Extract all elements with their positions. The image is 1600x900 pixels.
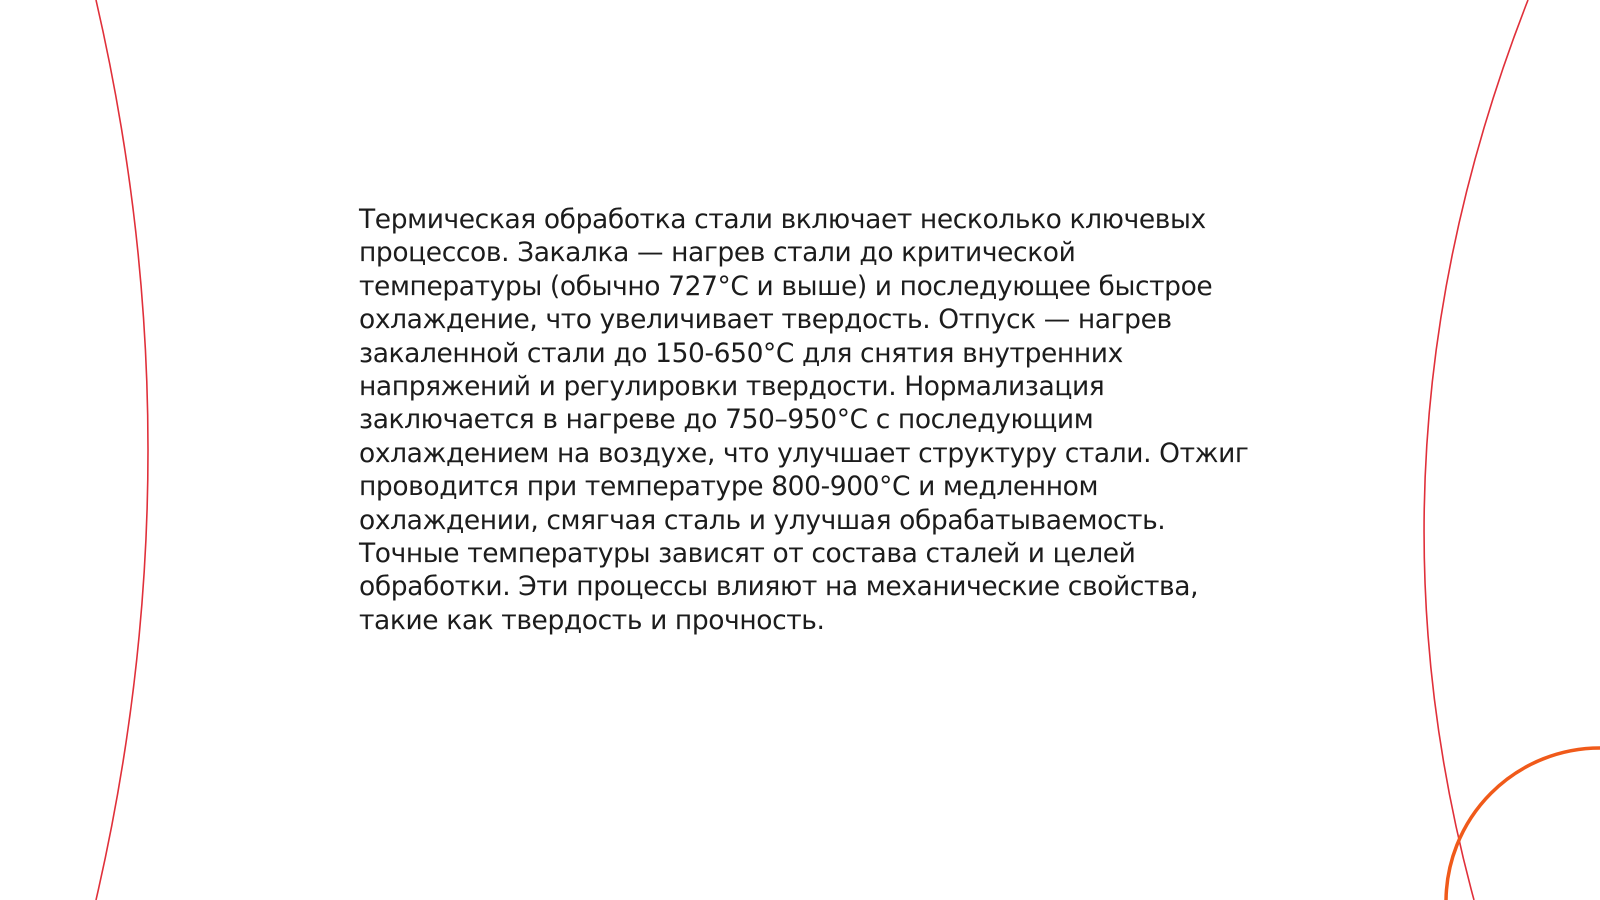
paragraph-line: такие как твердость и прочность. bbox=[359, 604, 825, 636]
paragraph-line: процессов. Закалка — нагрев стали до критической bbox=[359, 237, 1076, 269]
paragraph-line: охлаждением на воздухе, что улучшает структуру стали. Отжиг bbox=[359, 437, 1249, 469]
left-red-curve bbox=[96, 0, 148, 900]
paragraph-line: охлаждении, смягчая сталь и улучшая обрабатываемость. bbox=[359, 504, 1166, 536]
paragraph-line: закаленной стали до 150-650°C для снятия внутренних bbox=[359, 337, 1123, 369]
right-red-curve bbox=[1424, 0, 1528, 900]
paragraph-line: Термическая обработка стали включает несколько ключевых bbox=[359, 204, 1206, 235]
paragraph-line: Точные температуры зависят от состава сталей и целей bbox=[359, 538, 1136, 570]
paragraph-line: проводится при температуре 800-900°C и медленном bbox=[359, 471, 1099, 503]
paragraph-line: обработки. Эти процессы влияют на механические свойства, bbox=[359, 571, 1199, 603]
paragraph-line: напряжений и регулировки твердости. Нормализация bbox=[359, 371, 1105, 403]
paragraph-line: температуры (обычно 727°C и выше) и последующее быстрое bbox=[359, 270, 1213, 302]
paragraph-line: охлаждение, что увеличивает твердость. Отпуск — нагрев bbox=[359, 304, 1172, 336]
orange-arc bbox=[1446, 748, 1600, 900]
body-paragraph bbox=[359, 203, 1249, 637]
paragraph-line: заключается в нагреве до 750–950°C с последующим bbox=[359, 404, 1094, 436]
